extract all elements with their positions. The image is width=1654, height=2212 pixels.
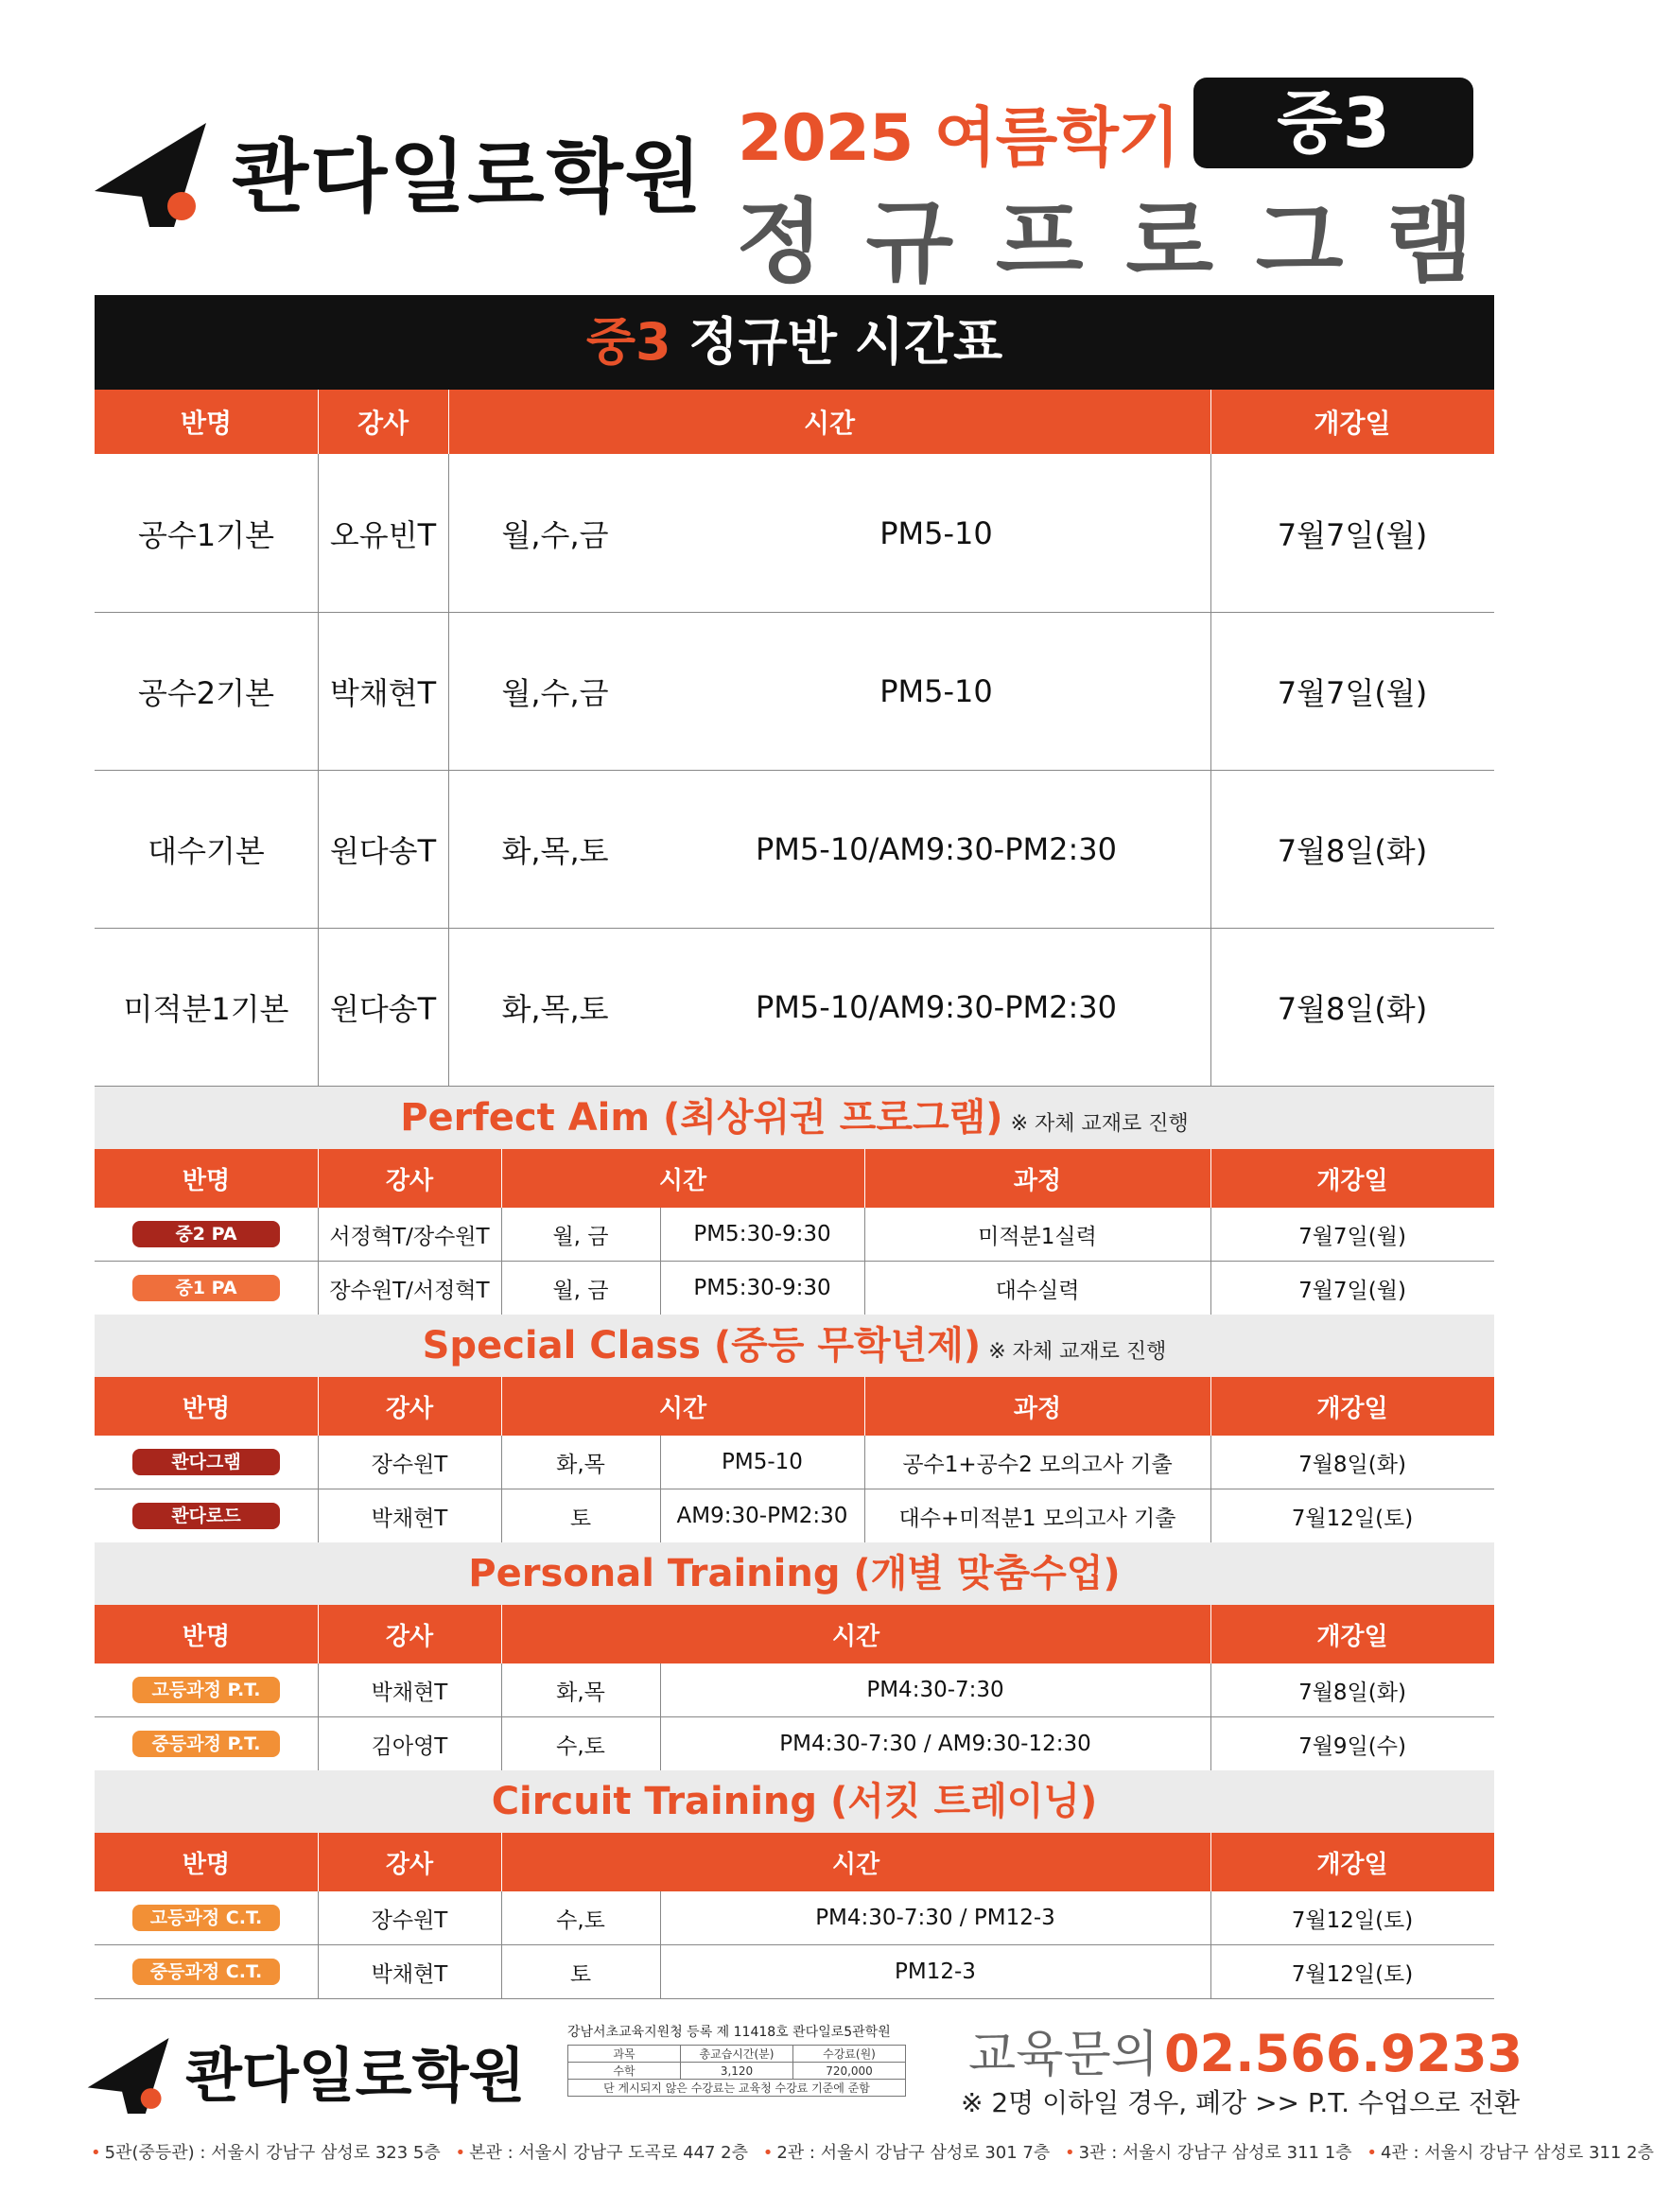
section-title: Circuit Training (서킷 트레이닝) [491, 1780, 1098, 1823]
start-date: 7월7일(월) [1298, 1278, 1406, 1303]
footer-logo-icon [85, 2038, 180, 2114]
time: PM12-3 [895, 1959, 976, 1984]
start-date: 7월7일(월) [1277, 675, 1428, 711]
table-row [95, 1262, 1494, 1315]
fee-header: 수강료(원) [793, 2046, 906, 2063]
address-item: 5관(중등관) : 서울시 강남구 삼성로 323 5층 [104, 2143, 441, 2163]
header-cell: 개강일 [1316, 1166, 1388, 1195]
header-cell: 개강일 [1316, 1394, 1388, 1423]
class-name: 미적분1기본 [123, 991, 289, 1027]
days: 월,수,금 [501, 675, 609, 711]
header-cell: 반명 [182, 1850, 231, 1879]
inquiry-note: ※ 2명 이하일 경우, 폐강 >> P.T. 수업으로 전환 [961, 2087, 1521, 2118]
fee-cell: 3,120 [681, 2063, 793, 2080]
table-row [95, 771, 1494, 928]
class-name: 공수2기본 [137, 675, 274, 711]
teacher: 김아영T [371, 1733, 448, 1759]
time: PM5-10 [879, 673, 993, 709]
header-cell: 강사 [385, 1622, 434, 1651]
brand-name: 콴다일로학원 [232, 131, 704, 223]
class-name: 공수1기본 [137, 516, 274, 553]
time: PM5-10/AM9:30-PM2:30 [756, 989, 1117, 1025]
table-row [95, 1945, 1494, 1998]
table-row [95, 613, 1494, 770]
teacher: 박채현T [371, 1680, 448, 1705]
header-cell: 강사 [385, 1166, 434, 1195]
section-title-personal-training [95, 1542, 1494, 1605]
pa-header-row [95, 1149, 1494, 1208]
header-cell: 반명 [182, 1622, 231, 1651]
header-cell: 강사 [385, 1850, 434, 1879]
section-note: ※ 자체 교재로 진행 [988, 1340, 1167, 1364]
header-cell: 반명 [182, 1394, 231, 1423]
header-cell: 개강일 [1316, 1850, 1388, 1879]
start-date: 7월8일(화) [1298, 1452, 1406, 1477]
program-char: 프 [995, 189, 1084, 295]
fee-cell: 720,000 [793, 2063, 906, 2080]
section-title-circuit-training [95, 1770, 1494, 1833]
time: PM5:30-9:30 [693, 1276, 831, 1300]
header-cell: 강사 [385, 1394, 434, 1423]
start-date: 7월12일(토) [1291, 1506, 1414, 1531]
teacher: 원다송T [329, 991, 437, 1027]
header-cell: 시간 [803, 408, 856, 439]
ct-header-row [95, 1833, 1494, 1891]
time: PM4:30-7:30 / AM9:30-12:30 [779, 1732, 1091, 1756]
days: 화,목 [556, 1452, 605, 1477]
fee-table [567, 2045, 906, 2097]
fee-cell: 수학 [568, 2063, 681, 2080]
table-row [95, 1891, 1494, 1944]
table-row [95, 1489, 1494, 1542]
days: 화,목 [556, 1680, 605, 1705]
section-note: ※ 자체 교재로 진행 [1010, 1112, 1189, 1136]
header-cell: 시간 [831, 1622, 880, 1651]
header-cell: 시간 [658, 1166, 707, 1195]
header-cell: 반명 [182, 1166, 231, 1195]
days: 수,토 [556, 1733, 605, 1759]
section-title: Personal Training (개별 맞춤수업) [468, 1552, 1121, 1595]
teacher: 오유빈T [329, 516, 437, 553]
header-cell: 강사 [357, 408, 409, 439]
class-badge: 고등과정 C.T. [132, 1905, 280, 1931]
start-date: 7월8일(화) [1277, 991, 1428, 1027]
teacher: 서정혁T/장수원T [329, 1224, 490, 1249]
special-header-row [95, 1377, 1494, 1436]
address-item: 3관 : 서울시 강남구 삼성로 311 1층 [1078, 2143, 1352, 2163]
inquiry-phone: 02.566.9233 [1163, 2024, 1523, 2083]
table-row [95, 1663, 1494, 1716]
start-date: 7월8일(화) [1277, 833, 1428, 869]
days: 화,목,토 [501, 991, 609, 1027]
program-char: 규 [865, 189, 954, 295]
section-title-perfect-aim [95, 1087, 1494, 1149]
table-row [95, 1208, 1494, 1261]
class-badge: 콴다로드 [132, 1503, 280, 1529]
program-char: 램 [1385, 189, 1473, 295]
class-badge: 중등과정 P.T. [132, 1731, 280, 1757]
program-char: 정 [736, 189, 824, 295]
address-item: 4관 : 서울시 강남구 삼성로 311 2층 [1380, 2143, 1654, 2163]
header-cell: 반명 [180, 408, 233, 439]
program-char: 그 [1255, 189, 1344, 295]
teacher: 원다송T [329, 833, 437, 869]
start-date: 7월7일(월) [1298, 1224, 1406, 1249]
time: PM5-10/AM9:30-PM2:30 [756, 831, 1117, 867]
teacher: 장수원T [371, 1907, 448, 1933]
start-date: 7월7일(월) [1277, 516, 1428, 553]
table-row [95, 929, 1494, 1086]
start-date: 7월12일(토) [1291, 1907, 1414, 1933]
class-badge: 중1 PA [132, 1275, 280, 1301]
time: PM4:30-7:30 [866, 1678, 1004, 1702]
start-date: 7월9일(수) [1298, 1733, 1406, 1759]
fee-header: 총교습시간(분) [681, 2046, 793, 2063]
table-row [95, 454, 1494, 612]
start-date: 7월8일(화) [1298, 1680, 1406, 1705]
header-cell: 개강일 [1316, 1622, 1388, 1651]
section-title: Special Class (중등 무학년제) [422, 1324, 982, 1367]
header-cell: 시간 [831, 1850, 880, 1879]
inquiry-label: 교육문의 [968, 2027, 1158, 2083]
header-cell: 시간 [658, 1394, 707, 1423]
time: PM5-10 [722, 1450, 803, 1474]
days: 토 [569, 1961, 592, 1987]
teacher: 박채현T [371, 1506, 448, 1531]
teacher: 박채현T [329, 675, 437, 711]
course: 대수+미적분1 모의고사 기출 [898, 1506, 1176, 1531]
days: 수,토 [556, 1907, 605, 1933]
inquiry [968, 2014, 1523, 2085]
fee-note: 단 게시되지 않은 수강료는 교육청 수강료 기준에 준함 [568, 2080, 906, 2097]
address-line: • 5관(중등관) : 서울시 강남구 삼성로 323 5층 • 본관 : 서울시 강남구 도곡로 447 2층 • 2관 : 서울시 강남구 삼성로 301 7층 • 3관 : 서울시 강남구 삼성로 311 1층 • 4관 : 서울시 강남구 삼성로 311 2층 [91, 2143, 1654, 2163]
days: 화,목,토 [501, 833, 609, 869]
table-row [95, 1436, 1494, 1489]
course: 대수실력 [995, 1278, 1080, 1303]
days: 월, 금 [552, 1278, 609, 1303]
class-badge: 중2 PA [132, 1221, 280, 1247]
header-cell: 개강일 [1314, 408, 1391, 439]
teacher: 장수원T [371, 1452, 448, 1477]
regular-header-row [95, 390, 1494, 454]
teacher: 박채현T [371, 1961, 448, 1987]
days: 토 [569, 1506, 592, 1531]
time: PM4:30-7:30 / PM12-3 [815, 1906, 1055, 1930]
header-cell: 과정 [1013, 1166, 1062, 1195]
program-char: 로 [1125, 189, 1214, 295]
time: PM5-10 [879, 514, 993, 551]
pt-header-row [95, 1605, 1494, 1663]
time: AM9:30-PM2:30 [676, 1504, 848, 1528]
academy-logo-icon [95, 123, 218, 227]
table-row [95, 1717, 1494, 1770]
grade-badge: 중3 [1193, 78, 1473, 168]
class-name: 대수기본 [148, 833, 265, 869]
address-item: 2관 : 서울시 강남구 삼성로 301 7층 [776, 2143, 1051, 2163]
class-badge: 콴다그램 [132, 1449, 280, 1475]
teacher: 장수원T/서정혁T [329, 1278, 490, 1303]
days: 월, 금 [552, 1224, 609, 1249]
days: 월,수,금 [501, 516, 609, 553]
registration-info: 강남서초교육지원청 등록 제 11418호 콴다일로5관학원 [567, 2025, 891, 2040]
season-title: 2025 여름학기 [738, 101, 1179, 176]
regular-title-bar [95, 295, 1494, 390]
fee-header: 과목 [568, 2046, 681, 2063]
start-date: 7월12일(토) [1291, 1961, 1414, 1987]
class-badge: 고등과정 P.T. [132, 1677, 280, 1703]
header-cell: 과정 [1013, 1394, 1062, 1423]
footer-brand: 콴다일로학원 [185, 2041, 526, 2110]
program-title [736, 170, 1473, 300]
course: 미적분1실력 [978, 1224, 1097, 1249]
course: 공수1+공수2 모의고사 기출 [902, 1452, 1173, 1477]
regular-title-text: 정규반 시간표 [670, 312, 1003, 372]
time: PM5:30-9:30 [693, 1222, 831, 1246]
address-item: 본관 : 서울시 강남구 도곡로 447 2층 [469, 2143, 748, 2163]
regular-title-accent: 중3 [585, 312, 671, 372]
section-title-special-class [95, 1315, 1494, 1377]
section-title: Perfect Aim (최상위권 프로그램) [400, 1096, 1003, 1140]
class-badge: 중등과정 C.T. [132, 1959, 280, 1985]
